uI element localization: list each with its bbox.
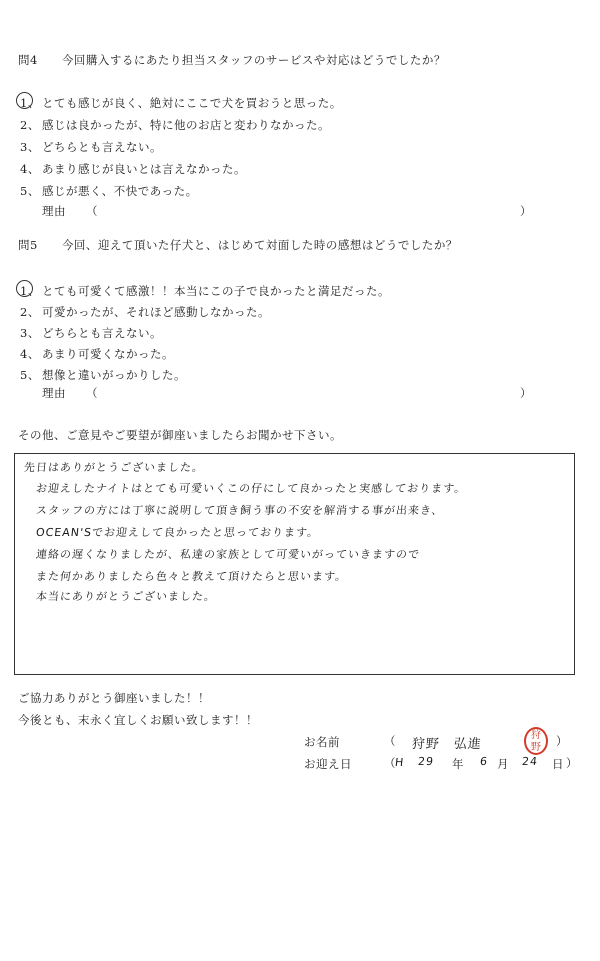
name-label: お名前 [304,735,340,749]
q5-option-2[interactable]: 2、 可愛かったが、それほど感動しなかった。 [20,305,270,319]
date-month-unit: 月 [497,757,509,771]
q5-option-1[interactable]: 1、 とても可愛くて感激！！本当にこの子で良かったと満足だった。 [20,283,390,299]
comment-line: また何かありましたら色々と教えて頂けたらと思います。 [35,570,348,583]
q4-option-3[interactable]: 3、 どちらとも言えない。 [20,140,162,154]
comment-line: 本当にありがとうございました。 [35,590,217,603]
q4-option-4[interactable]: 4、 あまり感じが良いとは言えなかった。 [20,162,246,176]
q5-option-5[interactable]: 5、 想像と違いがっかりした。 [20,368,186,382]
date-year-unit: 年 [452,757,464,771]
date-label: お迎え日 [304,757,352,771]
comment-line: OCEAN'Sでお迎えして良かったと思っております。 [35,526,320,539]
q5-reason-label: 理由 [42,386,66,400]
q5-option-3[interactable]: 3、 どちらとも言えない。 [20,326,162,340]
comments-prompt: その他、ご意見やご要望が御座いましたらお聞かせ下さい。 [18,428,342,442]
date-era: H [394,756,405,769]
comment-line: お迎えしたナイトはとても可愛いくこの仔にして良かったと実感しております。 [35,482,467,495]
q5-reason-close: ） [520,386,532,400]
date-day-unit: 日 [552,757,564,771]
q4-option-2[interactable]: 2、 感じは良かったが、特に他のお店と変わりなかった。 [20,118,330,132]
comment-line: 先日はありがとうございました。 [23,461,205,474]
question-5-title: 問5 今回、迎えて頂いた仔犬と、はじめて対面した時の感想はどうでしたか？ [18,238,458,252]
closing-regards: 今後とも、末永く宜しくお願い致します！！ [18,713,258,727]
comment-line: 連絡の遅くなりましたが、私達の家族として可愛いがっていきますので [35,548,421,561]
q4-reason-open: （ [86,204,98,218]
name-close-paren: ） [556,734,568,748]
q4-option-5[interactable]: 5、 感じが悪く、不快であった。 [20,184,198,198]
selected-circle-mark [16,280,33,297]
date-month: 6 [479,755,489,768]
q4-reason-close: ） [520,204,532,218]
date-day: 24 [521,755,539,768]
question-4-title: 問4 今回購入するにあたり担当スタッフのサービスや対応はどうでしたか？ [18,53,446,67]
seal-text: 狩野 [531,730,541,753]
q5-option-4[interactable]: 4、 あまり可愛くなかった。 [20,347,174,361]
name-open-paren: （ [384,734,396,748]
date-close-paren: ） [566,756,578,770]
closing-thanks: ご協力ありがとう御座いました！！ [18,691,210,705]
q4-reason-label: 理由 [42,204,66,218]
name-seal [524,727,548,755]
comment-line: スタッフの方には丁寧に説明して頂き飼う事の不安を解消する事が出来き、 [35,504,445,517]
name-value: 狩野 弘進 [411,737,483,752]
date-year: 29 [417,755,435,768]
date-open-paren: （ [384,756,396,770]
q5-reason-open: （ [86,386,98,400]
q4-option-1[interactable]: 1、 とても感じが良く、絶対にここで犬を買おうと思った。 [20,95,342,111]
selected-circle-mark [16,92,33,109]
